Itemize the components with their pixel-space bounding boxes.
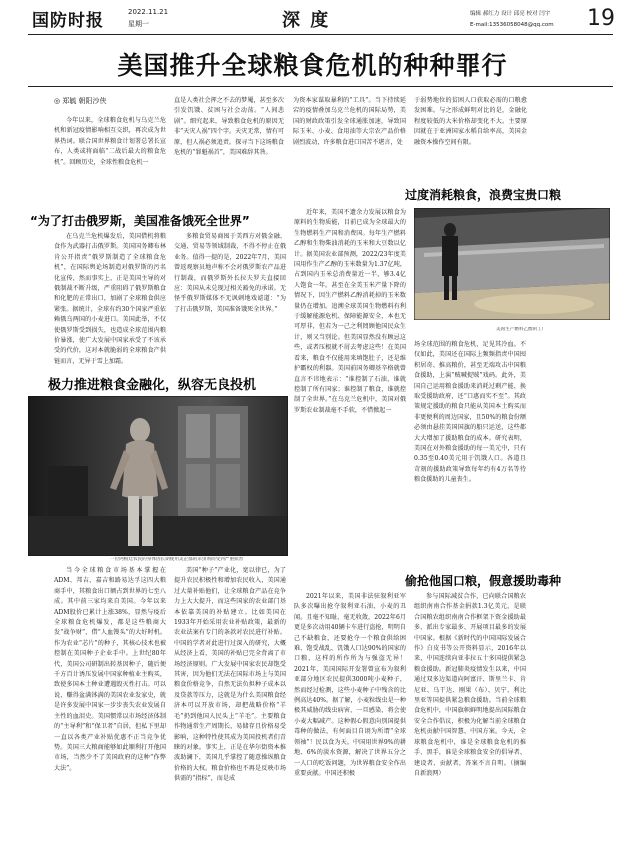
section3-paragraph: 近年来，美国不遗余力发展以粮食为原料的生物质能，目前已成为全球最大的生物燃料生产国和消费国。每年生产燃料乙醇和生物柴油消耗的玉米和大豆数以亿计。据美国农业部预测，2022/23年度美国用作生产乙醇的玉米数量为1.37亿吨，占到国内玉米总消费量近一半，够3.4亿人饱食一年。甚至在全美玉米产量下降的情况下，因生产燃料乙醇消耗掉的玉米数量仍在增加。追溯全球美国生物燃料有利于缓解能源危机、保障能源安全，本也无可厚非，但若为一己之利罔顾他国民众生计，则又当别论。但美国显然没有顾忌这些，或者压根就不屑去考虑这些！在美国看来，粮食不仅能用来填饱肚子，还是维护霸权的利器。美国前国务卿基辛格就曾直言不讳地表示：“谁控制了石油，谁就控制了所有国家；谁控制了粮食，谁就控制了全世界。”在乌克兰危机中，美国对俄罗斯农业制裁毫不手软，不惜掀起一 <box>294 209 406 414</box>
issue-date: 2022.11.21 <box>128 8 169 16</box>
section1-paragraph: 多粮食贸易商囤于美西方对俄金融、交通、贸易等领域制裁，不得不停止在俄业务。值得一提的是，2022年7月，美国曾返观察员地声称不会对俄罗斯农产品进行制裁，而俄罗斯外长拉夫罗夫直接回应：美国从未兑现过相关豁免的承诺。无怪乎俄罗斯媒体不无讽刺地戏谑道：“为了打击俄罗斯，美国准备饿死全世界。” <box>174 233 286 313</box>
intro-column-2 <box>174 96 284 212</box>
subhead-stealing-grain: 偷抢他国口粮，假意援助毒种 <box>405 574 562 588</box>
caption-argentine-farmer: 一位阿根廷农民的身体因长期使用美企都的杀虫剂而受到严重损害 <box>110 557 244 562</box>
section2-column-2 <box>174 566 286 856</box>
photo-argentine-farmer <box>28 396 288 556</box>
headline-rule <box>28 86 613 87</box>
section3-column-1 <box>294 208 406 588</box>
caption-ethanol-factory: 美国生产燃料乙醇的工厂 <box>496 327 547 332</box>
section2-column-1 <box>54 566 166 856</box>
section1-column-1 <box>54 232 166 372</box>
intro-paragraph: 为资本家谋取暴利的“工具”。当下持续延宕的疫情叠加乌克兰危机的国际局势，美国的财政政策引发全球通胀加速，导致国际玉米、小麦、食用油等大宗农产品价格剧烈波动，许多粮食进口国苦不堪言，处 <box>293 97 406 146</box>
masthead-logo: 国防时报 <box>32 11 104 31</box>
subhead-financialization: 极力推进粮食金融化，纵容无良投机 <box>48 378 257 393</box>
section3-column-2 <box>414 340 526 568</box>
subhead-overconsumption: 过度消耗粮食，浪费宝贵口粮 <box>405 188 562 202</box>
section4-column-2 <box>414 592 526 856</box>
section-title: 深 度 <box>282 10 331 31</box>
photo-ethanol-factory <box>414 208 610 320</box>
photo-argentine-farmer-graphic <box>28 396 288 556</box>
intro-paragraph: 直是人类社会挥之不去的梦魇，甚至多次引发饥饿、贫困与社会动荡。“人间悲剧”。细究起来，导致粮食危机的原因无非“天灾人祸”四个字。天灾无常，情有可原，但人祸必须追责。探寻当下这场粮食危机的“罪魁祸首”，美国难辞其咎。 <box>174 97 284 157</box>
masthead-rule <box>28 34 613 35</box>
section2-paragraph: 当今全球粮食市场基本掌握在ADM、邦吉、嘉吉和路易达孚这四大粮商手中，其粮食出口额占到世界的七至八成。其中前三家均来自美国。今年以来ADM股价已累计上涨38%，显然与疫后全球粮食危机爆发，都是这些粮商大发“战争财”、借“人血馒头”的大好时机。作为农业“芯片”的种子，其核心技术也被控制在美国种子企业手中。上世纪80年代，美国公司研制出转基因种子，随后便千方百计诱压发展中国家种植业主购买，致使多国本土种业遭遇毁灭性打击。可以说，赚得盆满钵满的美国农业发家史，就是许多发展中国家一步步丧失农业发展自主性的血泪史。美国惯常以市场经济体制的“主导利”和“保卫者”自居，但私下里却一直以各类产业补贴优惠不正当竞争优势。美国三大粮商能够如此顺利打开他国市场，当然少不了美国政府的这种“作弊大法”。 <box>54 567 166 772</box>
intro-column-1 <box>54 116 166 212</box>
page-number: 19 <box>587 6 615 31</box>
issue-weekday: 星期一 <box>128 20 149 28</box>
editor-credits: 编辑 郝红力 设计 邱亮 校对 闫宇 <box>470 11 551 17</box>
section4-paragraph: 参与国际减贫合作，已向联合国粮农组织南南合作基金捐款1.3亿美元，是联合国粮农组织南南合作框架下资金援助最多、派出专家最多、开展项目最多的发展中国家。根据《新时代的中国国际发展合作》白皮书等公开资料显示，2016年以来，中国连续向亚非拉五十多国提供紧急粮食援助。新冠肺炎疫情发生以来，中国通过双多边渠道向阿富汗、斯里兰卡、肯尼亚、乌干达、刚果（布）、贝宁、利比里亚等国提供紧急粮食援助。当前全球粮食危机中，中国旗帜鲜明地提出国际粮食安全合作倡议，积极为化解当前全球粮食危机贡献中国智慧、中国方案。今天，全球粮食危机中，谁是全球粮食危机的推手、黑手，谁是全球粮食安全的倡导者、建设者、贡献者，答案不言自明。（摘编自新浪网） <box>414 593 526 777</box>
byline: ◎ 郑毓 朝阳沙侠 <box>54 97 107 105</box>
section1-column-2 <box>174 232 286 372</box>
intro-column-3 <box>293 96 406 212</box>
photo-ethanol-factory-graphic <box>414 208 610 320</box>
section4-column-1 <box>294 592 406 856</box>
section2-paragraph: 美国“种子”产业化，宽以律已，为了提升农民积极性和增加农民收入，美国通过大量补贴他们，让全球粮食产品在竞争力上大大提升，而这些国家的农业部门基本依靠美国的补贴建立。比如美国在1933年开始采用农业补贴政策，最新的农业法案有专门的条款对农民进行补贴。中国的学者对此进行过深入的研究，大概从经济上看，美国的补贴已完全背离了市场经济原则。广大发展中国家农民却饱受其害，因为他们无法在国际市场上与美国粮食价格竞争，自然无法负担种子成本以及贷款等压力，这就是为什么美国粮食经济本可以开放市场，却把战略价格“羊毛”扔到他国人民头上“羊毛”。主要粮食作物通常生产周期长，易储存且价格易受影响，这种特性使其成为美国投机者们青睐的对象。事实上，正是在华尔街资本推波助澜下，美国几乎掌控了随意操纵粮食价格的大权。粮食价格也不再是反映市场供需的“指标”，而是成 <box>174 567 286 783</box>
section4-paragraph: 2021年以来，美国非法驻叙利亚军队多次曝出抢夺叙利亚石油、小麦的丑闻。且毫不知耻、毫无收敛，2022年6月更是多次动用40辆卡车进行盗抢，明明自己不缺粮食，还要抢夺一个粮食供给困难、饱受战乱、饥饿人口达90%的国家的口粮，这样的所作所为与强盗无异！2021年，美国国际开发署曾宣布为叙利亚部分地区农民提供3000吨小麦种子，然而经过检测，这些小麦种子中残含的比例高达40%。据了解，小麦粒线虫是一种极其威胁的线虫病害，一旦感染，将会使小麦大幅减产。这种假心假意向别国提供毒种的做法，有何面目自诩为所谓“全球领袖”！民以食为天。中国用世界9%的耕地、6%的淡水资源，解决了世界五分之一人口的吃饭问题，为世界粮食安全作出重要贡献。中国还积极 <box>294 593 406 777</box>
contact-email: E-mail:13536058048@qq.com <box>470 22 554 28</box>
section3-paragraph: 场全球范围的粮食危机，足见其冷血。不仅如此，美国还在国际上频频指责中国囤积居奇、推高粮价，甚至无端攻击中国粮食援助，上演“贼喊捉贼”戏码。此外，美国自己运用粮食援助来消耗过剩产能、换取受援助政府，还“口惠而实不至”。其政策规定援助的粮食只能从美国本土购买而非更便利的周边国家，且50%的粮食份额必须由悬挂美国国旗的船只运送，这些都大大增加了援助粮食的成本。研究表明，美国在对外粮食援助的每一美元中，只有0.35至0.40美元用于饥饿人口。各道且苛刻的援助政策导致每年约有4万名等待粮食援助的儿童丧生。 <box>414 341 526 484</box>
masthead <box>0 0 625 42</box>
section1-paragraph: 在乌克兰危机爆发后，美国借机将粮食作为武器打击俄罗斯。美国国务卿布林肯公开指责“俄罗斯制造了全球粮食危机”，在国际舆论场制造对俄罗斯的污名化宣传，然而事实上，正是美国主导的对俄制裁不断升级，严重阻碍了俄罗斯粮食和化肥的正常出口，加剧了全球粮食供应紧张。据统计，全球有约30个国家严重依赖俄乌两国的小麦进口。美国此举，不仅使俄罗斯受到损失，也造成全球范围内粮价暴涨，使广大发展中国家承受了不该承受的代价，这对本就脆弱的全球粮食产供链而言，无异于雪上加霜。 <box>54 233 166 365</box>
intro-paragraph: 于弱势地位的贫困人口获取必需的口粮愈发困难。与之形成鲜明对比的是，金融化程度较低的大米价格却变化不大。主要原因就在于亚洲国家水稻自给率高，美国金融资本操作空间有限。 <box>414 97 527 146</box>
headline: 美国推升全球粮食危机的种种罪行 <box>117 51 508 80</box>
subhead-punish-russia: “为了打击俄罗斯，美国准备饿死全世界” <box>30 214 250 228</box>
intro-paragraph: 今年以来，全球粮食危机与乌克兰危机和新冠疫情影响相互交织，再次成为世界热词。联合国世界粮食计划署总署长宣布，人类或将面临“二战后最大的粮食危机”。回顾历史，全球性粮食危机一 <box>54 117 166 166</box>
